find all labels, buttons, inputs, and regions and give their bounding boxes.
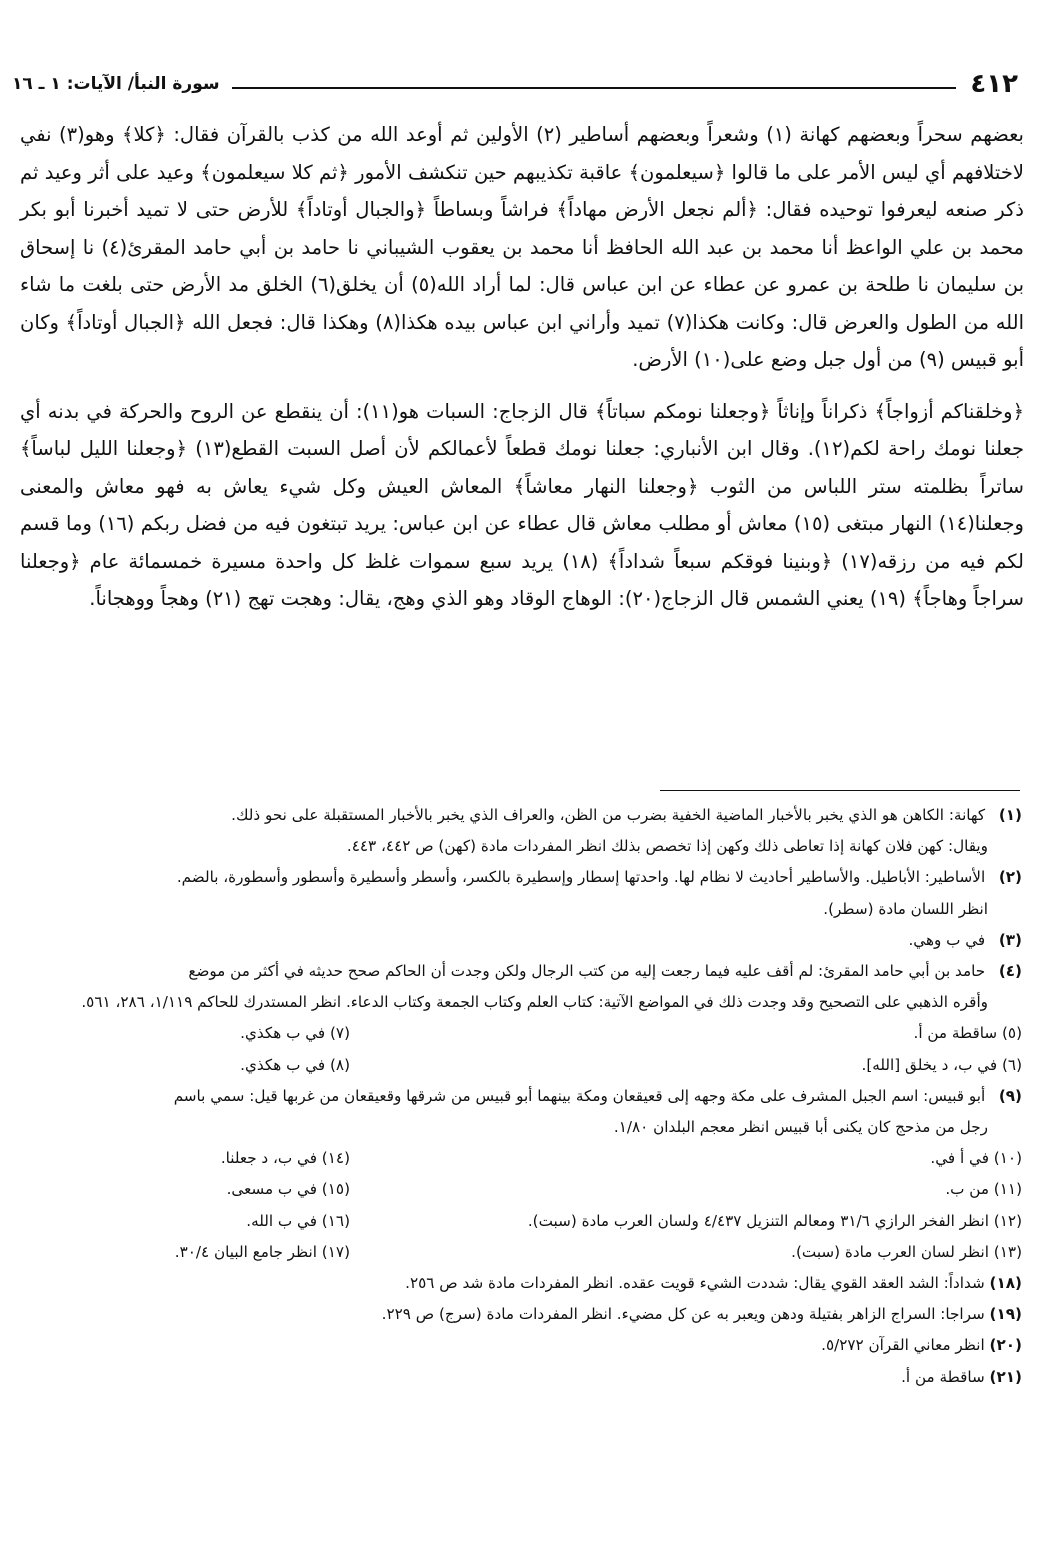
footnote-number: (١٢) xyxy=(993,1211,1022,1230)
footnote-number: (١١) xyxy=(993,1180,1022,1199)
footnote-text: في ب هكذي. xyxy=(240,1024,326,1043)
footnote-text: رجل من مذحج كان يكنى أبا قبيس انظر معجم البلدان ١/٨٠. xyxy=(613,1118,988,1137)
footnote-text: انظر لسان العرب مادة (سبت). xyxy=(791,1242,989,1261)
footnote-text: في ب مسعى. xyxy=(226,1180,317,1199)
footnote-number: (٢١) xyxy=(989,1367,1022,1386)
footnote-number: (٧) xyxy=(329,1024,350,1043)
footnote-text: ساقطة من أ. xyxy=(901,1367,985,1386)
footnote-number: (٩) xyxy=(998,1086,1022,1105)
footnote-text: ساقطة من أ. xyxy=(913,1024,998,1043)
footnote-text: في ب، د جعلنا. xyxy=(220,1149,317,1168)
footnote-row xyxy=(20,1018,1022,1049)
footnote-number: (٣) xyxy=(998,930,1022,949)
footnote-text: ويقال: كهن فلان كهانة إذا تعاطى ذلك وكهن إذا تخصص بذلك انظر المفردات مادة (كهن) ص ٤٤٢، ٤٤٣. xyxy=(346,837,988,856)
footnote-separator xyxy=(660,790,1020,791)
footnote xyxy=(20,1268,1022,1299)
header-rule xyxy=(232,87,957,89)
footnotes xyxy=(20,800,1022,1393)
footnote-text: في أ في. xyxy=(930,1149,989,1168)
footnote-row xyxy=(20,1174,1022,1205)
footnote-number: (٤) xyxy=(998,962,1022,981)
running-title: سورة النبأ/ الآيات: ١ ـ ١٦ xyxy=(12,74,220,94)
footnote-number: (٢٠) xyxy=(989,1336,1022,1355)
footnote-number: (١٤) xyxy=(321,1149,350,1168)
footnote-text: وأقره الذهبي على التصحيح وقد وجدت ذلك في المواضع الآتية: كتاب العلم وكتاب الجمعة وكتاب الدعاء. انظر المستدرك للحاكم ١/١١٩، ٢٨٦، ٥٦١. xyxy=(81,993,988,1012)
footnote xyxy=(20,1330,1022,1361)
footnote-text: في ب، د يخلق [الله]. xyxy=(861,1055,998,1074)
footnote-row xyxy=(20,1050,1022,1081)
footnote-number: (١٨) xyxy=(989,1274,1022,1293)
footnote-text: كهانة: الكاهن هو الذي يخبر بالأخبار الماضية الخفية بضرب من الظن، والعراف الذي يخبر بالأخبار المستقبلة على نحو ذلك. xyxy=(231,806,986,824)
footnote-text: انظر اللسان مادة (سطر). xyxy=(823,899,988,918)
footnote-number: (١) xyxy=(998,806,1022,824)
footnote-text: حامد بن أبي حامد المقرئ: لم أقف عليه فيما رجعت إليه من كتب الرجال ولكن وجدت أن الحاكم صحح حديثه في أكثر من موضع xyxy=(188,962,986,981)
footnote-number: (١٩) xyxy=(989,1305,1022,1324)
footnote-text: سراجا: السراج الزاهر بفتيلة ودهن ويعبر به عن كل مضيء. انظر المفردات مادة (سرج) ص ٢٢٩. xyxy=(381,1305,985,1324)
footnote-text: في ب وهي. xyxy=(908,930,986,949)
footnote-number: (٨) xyxy=(329,1055,350,1074)
footnote-text: الأساطير: الأباطيل. والأساطير أحاديث لا نظام لها. واحدتها إسطار وإسطيرة بالكسر، وأسطر وأسطيرة وأسطور وأسطورة، بالضم. xyxy=(176,868,986,887)
page-header xyxy=(12,64,1018,104)
footnote-number: (٢) xyxy=(998,868,1022,887)
paragraph: ﴿وخلقناكم أزواجاً﴾ ذكراناً وإناثاً ﴿وجعلنا نومكم سباتاً﴾ قال الزجاج: السبات هو(١١): أن ينقطع عن الروح والحركة في بدنه أي جعلنا نومك راحة لكم(١٢). وقال ابن الأنباري: جعلنا نومك قطعاً لأعمالكم لأن أصل السبت القطع(١٣) ﴿وجعلنا الليل لباساً﴾ ساتراً بظلمته ستر اللباس من الثوب ﴿وجعلنا النهار معاشاً﴾ المعاش العيش وكل شيء يعاش به فهو معاش والمعنى وجعلنا(١٤) النهار مبتغى (١٥) معاش أو مطلب معاش قال عطاء عن ابن عباس: يريد تبتغون فيه من فضل ربكم (١٦) وما قسم لكم فيه من رزقه(١٧) ﴿وبنينا فوقكم سبعاً شداداً﴾ (١٨) يريد سبع سموات غلظ كل واحدة مسيرة خمسمائة عام ﴿وجعلنا سراجاً وهاجاً﴾ (١٩) يعني الشمس قال الزجاج(٢٠): الوهاج الوقاد وهو الذي وهج، يقال: وهجت تهج (٢١) وهجاً ووهجاناً. xyxy=(20,399,1024,610)
footnote xyxy=(20,956,1022,1018)
footnote-text: من ب. xyxy=(945,1180,989,1199)
footnote-number: (٦) xyxy=(1001,1055,1022,1074)
footnote-number: (١٧) xyxy=(321,1242,350,1261)
footnote-number: (١٦) xyxy=(321,1211,350,1230)
footnote xyxy=(20,1362,1022,1393)
footnote-text: في ب الله. xyxy=(246,1211,317,1230)
main-text xyxy=(20,116,1024,618)
footnote xyxy=(20,1081,1022,1143)
footnote-text: انظر الفخر الرازي ٣١/٦ ومعالم التنزيل ٤/٤٣٧ ولسان العرب مادة (سبت). xyxy=(527,1211,989,1230)
footnote-text: في ب هكذي. xyxy=(240,1055,326,1074)
footnote xyxy=(20,862,1022,924)
footnote-text: أبو قبيس: اسم الجبل المشرف على مكة وجهه إلى قعيقعان ومكة بينهما أبو قبيس من شرقها وقعيقعان من غربها قيل: سمي باسم xyxy=(173,1086,986,1105)
footnote-text: شداداً: الشد العقد القوي يقال: شددت الشيء قويت عقده. انظر المفردات مادة شد ص ٢٥٦. xyxy=(405,1274,985,1293)
footnote-text: انظر معاني القرآن ٥/٢٧٢. xyxy=(821,1336,985,1355)
footnote-number: (١٠) xyxy=(993,1149,1022,1168)
footnote-row xyxy=(20,1206,1022,1237)
footnote-number: (١٣) xyxy=(993,1242,1022,1261)
paragraph: بعضهم سحراً وبعضهم كهانة (١) وشعراً وبعضهم أساطير (٢) الأولين ثم أوعد الله من كذب بالقرآن فقال: ﴿كلا﴾ وهو(٣) نفي لاختلافهم أي ليس الأمر على ما قالوا ﴿سيعلمون﴾ عاقبة تكذيبهم حين تنكشف الأمور ﴿ثم كلا سيعلمون﴾ وعيد على أثر وعيد ثم ذكر صنعه ليعرفوا توحيده فقال: ﴿ألم نجعل الأرض مهاداً﴾ فراشاً وبساطاً ﴿والجبال أوتاداً﴾ للأرض حتى لا تميد أخبرنا أبو بكر محمد بن علي الواعظ أنا محمد بن عبد الله الحافظ أنا محمد بن يعقوب الشيباني نا حامد بن أبي حامد المقرئ(٤) نا إسحاق بن سليمان نا طلحة بن عمرو عن عطاء عن ابن عباس قال: لما أراد الله(٥) أن يخلق(٦) الخلق مد الأرض حتى بلغت ما شاء الله من الطول والعرض قال: وكانت هكذا(٧) تميد وأراني ابن عباس بيده هكذا(٨) وهكذا قال: فجعل الله ﴿الجبال أوتاداً﴾ وكان أبو قبيس (٩) من أول جبل وضع على(١٠) الأرض. xyxy=(20,123,1025,371)
footnote-row xyxy=(20,1237,1022,1268)
footnote xyxy=(20,925,1022,956)
footnote-row xyxy=(20,1143,1022,1174)
footnote-number: (٥) xyxy=(1001,1024,1022,1043)
footnote xyxy=(20,1299,1022,1330)
footnote-number: (١٥) xyxy=(321,1180,350,1199)
footnote-text: انظر جامع البيان ٣٠/٤. xyxy=(174,1242,317,1261)
page-number: ٤١٢ xyxy=(970,69,1018,99)
footnote xyxy=(20,800,1022,862)
